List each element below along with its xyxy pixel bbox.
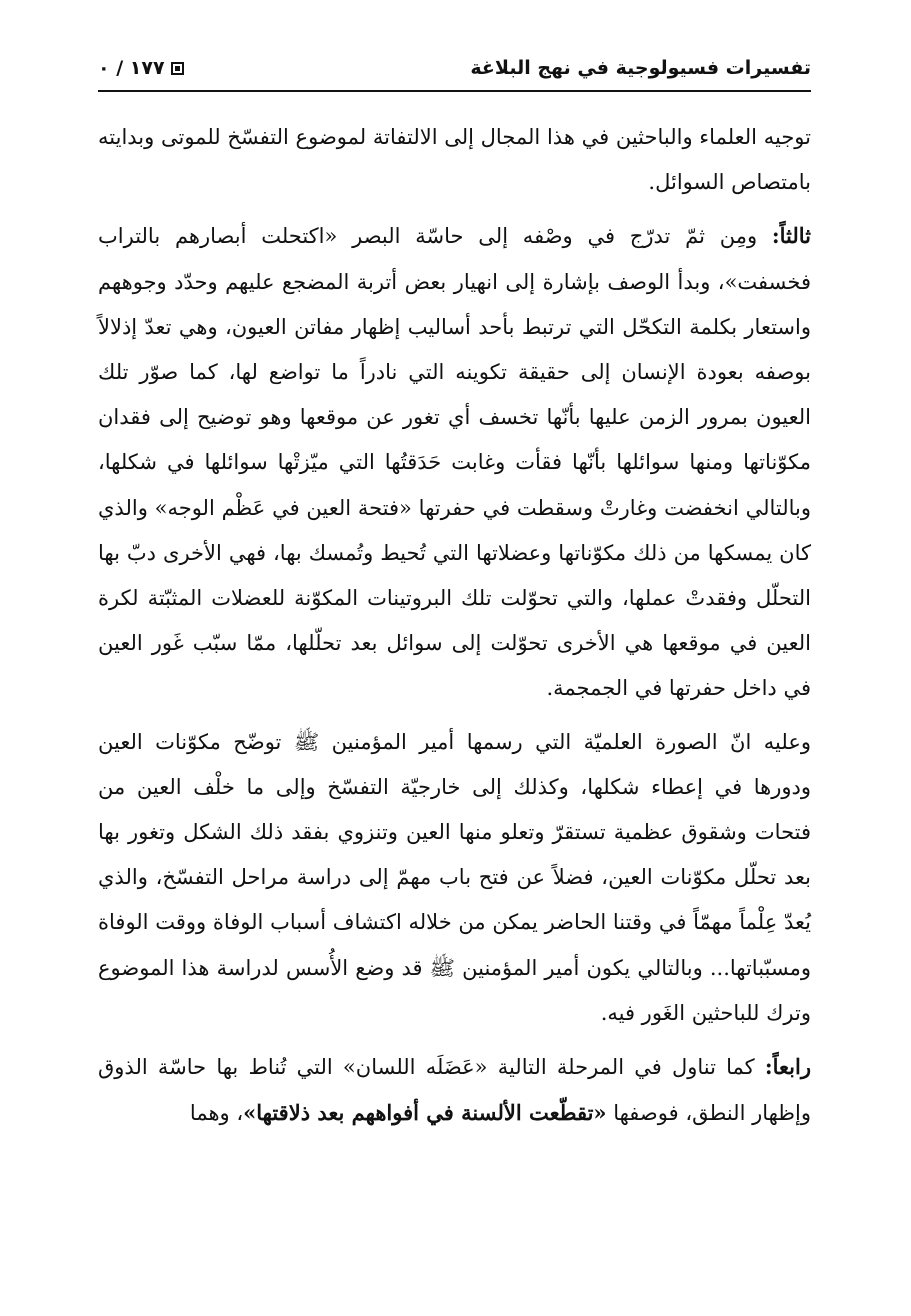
paragraph: [98, 115, 811, 205]
paragraph: [98, 720, 811, 1036]
running-header: [98, 46, 811, 92]
paragraph-lead: رابعاً:: [764, 1054, 811, 1080]
paragraph: [98, 1044, 811, 1136]
paragraph: [98, 213, 811, 711]
main-text: [98, 115, 811, 1144]
book-title: تفسيرات فسيولوجية في نهج البلاغة: [470, 57, 811, 79]
paragraph-text-end: ، وهما: [189, 1101, 244, 1126]
paragraph-text: كما تناول في المرحلة التالية «عَضَلَه اللسان» التي تُناط بها حاسّة الذوق وإظهار النطق، فوصفها: [98, 1055, 811, 1126]
page-number: ١٧٧ / ٠: [98, 57, 165, 79]
square-ornament-icon: [171, 62, 184, 75]
paragraph-text: ومِن ثمّ تدرّج في وصْفه إلى حاسّة البصر «اكتحلت أبصارهم بالتراب فخسفت»، وبدأ الوصف بإشارة إلى انهيار بعض أتربة المضجع عليهم وحدّد وجوههم واستعار بكلمة التكحّل التي ترتبط بأحد أساليب إظهار مفاتن العيون، وهي تعدّ إذلالاً بوصفه بعودة الإنسان إلى حقيقة تكوينه التي نادراً ما تواضع لها، كما صوّر تلك العيون بمرور الزمن عليها بأنّها تخسف أي تغور عن موقعها وهو توضيح إلى فقدان مكوّناتها ومنها سوائلها بأنّها فقأت وغابت حَدَقتُها التي ميّزتْها سوائلها في شكلها، وبالتالي انخفضت وغارتْ وسقطت في حفرتها «فتحة العين في عَظْم الوجه» والذي كان يمسكها من ذلك مكوّناتها وعضلاتها التي تُحيط وتُمسك بها، فهي الأخرى دبّ بها التحلّل وفقدتْ عملها، والتي تحوّلت تلك البروتينات المكوّنة للعضلات المثبّتة لكرة العين في موقعها هي الأخرى تحوّلت إلى سوائل بعد تحلّلها، ممّا سبّب غَور العين في داخل حفرتها في الجمجمة.: [98, 224, 811, 701]
paragraph-text: وعليه انّ الصورة العلميّة التي رسمها أمير المؤمنين ﷺ توضّح مكوّنات العين ودورها في إعطاء شكلها، وكذلك إلى خارجيّة التفسّخ وإلى ما خلْف العين من فتحات وشقوق عظمية تستقرّ وتعلو منها العين وتنزوي بفقد ذلك الشكل وتغور بها بعد تحلّل مكوّنات العين، فضلاً عن فتح باب مهمّ إلى دراسة مراحل التفسّخ، والذي يُعدّ عِلْماً مهمّاً في وقتنا الحاضر يمكن من خلاله اكتشاف أسباب الوفاة ووقت الوفاة ومسبّباتها... وبالتالي يكون أمير المؤمنين ﷺ قد وضع الأُسس لدراسة هذا الموضوع وترك للباحثين الغَور فيه.: [98, 729, 811, 1025]
paragraph-lead: ثالثاً:: [771, 223, 812, 249]
bold-quote: «تقطّعت الألسنة في أفواههم بعد ذلاقتها»: [243, 1100, 607, 1126]
paragraph-text: توجيه العلماء والباحثين في هذا المجال إلى الالتفاتة لموضوع التفسّخ للموتى وبدايته بامتصاص السوائل.: [98, 125, 811, 195]
page-reference: [98, 57, 184, 79]
